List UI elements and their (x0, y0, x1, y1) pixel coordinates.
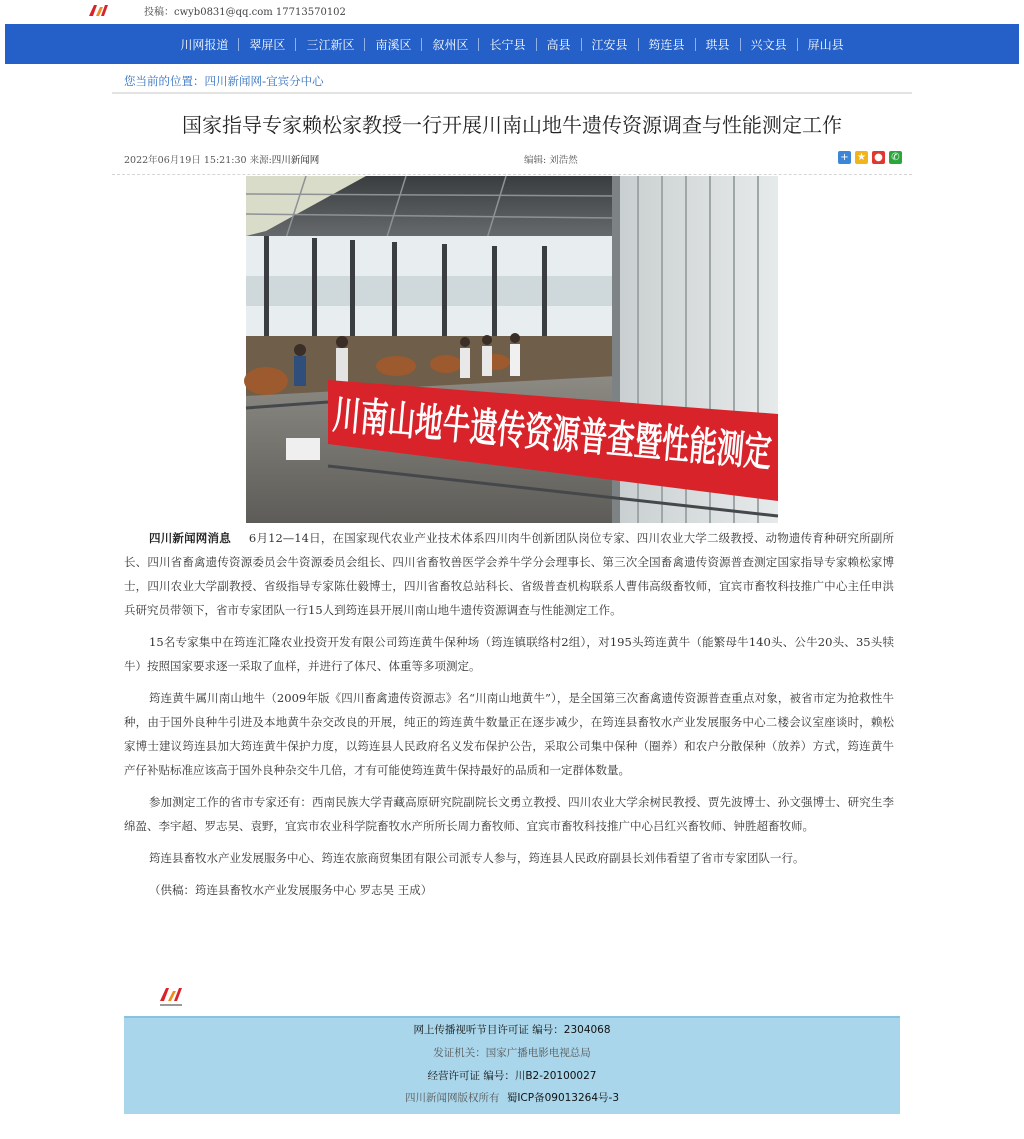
share-bar (838, 151, 906, 165)
av-license: 网上传播视听节目许可证 编号：2304068 (413, 1024, 611, 1036)
article-paragraph: 参加测定工作的省市专家还有：西南民族大学青藏高原研究院副院长文勇立教授、四川农业大学余树民教授、贾先波博士、孙文强博士、研究生李绵盈、李宇超、罗志昊、袁野，宜宾市农业科学院畜牧水产所所长周力畜牧师、宜宾市畜牧科技推广中心吕红兴畜牧师、钟胜超畜牧师。 (124, 795, 894, 833)
footer-logo-icon (158, 985, 184, 1009)
lead-source: 四川新闻网消息 (149, 531, 231, 545)
main-nav (5, 24, 1019, 64)
site-footer (124, 1016, 900, 1114)
source-link[interactable]: 四川新闻网 (271, 155, 320, 166)
business-license: 经营许可证 编号：川B2-20100027 (427, 1070, 597, 1082)
share-weibo-icon[interactable]: ● (872, 151, 885, 164)
breadcrumb-divider (112, 92, 912, 94)
nav-item[interactable]: 南溪区 (375, 38, 412, 52)
article-photo (246, 176, 973, 523)
nav-item[interactable]: 江安县 (591, 38, 628, 52)
article-body (124, 526, 894, 910)
paragraph-text: 6月12—14日，在国家现代农业产业技术体系四川肉牛创新团队岗位专家、四川农业大学二级教授、动物遗传育种研究所副所长、四川省畜禽遗传资源委员会牛资源委员会组长、四川省畜牧兽医学会养牛学分会理事长、第三次全国畜禽遗传资源普查测定国家指导专家赖松家博士，四川农业大学副教授、省级指导专家陈仕毅博士，四川省畜牧总站科长、省级普查机构联系人曹伟高级畜牧师，宜宾市畜牧科技推广中心主任申洪兵研究员带领下，省市专家团队一行15人到筠连县开展川南山地牛遗传资源调查与性能测定工作。 (124, 531, 895, 617)
nav-item[interactable]: 三江新区 (306, 38, 355, 52)
nav-item[interactable]: 叙州区 (432, 38, 469, 52)
top-bar (0, 0, 1024, 22)
icp-link[interactable]: 蜀ICP备09013264号-3 (506, 1092, 620, 1104)
nav-item[interactable]: 屏山县 (807, 38, 844, 52)
editor-name: 刘浩然 (549, 155, 578, 166)
site-logo-icon[interactable] (88, 3, 108, 17)
nav-item[interactable]: 长宁县 (489, 38, 526, 52)
nav-item[interactable]: 翠屏区 (249, 38, 286, 52)
share-wechat-icon[interactable]: ✆ (889, 151, 902, 164)
breadcrumb[interactable]: 您当前的位置：四川新闻网-宜宾分中心 (124, 74, 324, 88)
contact-text: 投稿：cwyb0831@qq.com 17713570102 (144, 7, 346, 18)
cattle-shed-photo (246, 176, 973, 523)
banner-text: 川南山地牛遗传资源普查暨性能测定 (331, 392, 973, 494)
copyright-text: 四川新闻网版权所有 (404, 1092, 500, 1104)
article-meta (124, 152, 319, 166)
article-paragraph: （供稿：筠连县畜牧水产业发展服务中心 罗志昊 王成） (149, 883, 433, 897)
article-paragraph: 15名专家集中在筠连汇隆农业投资开发有限公司筠连黄牛保种场（筠连镇联络村2组），对195头筠连黄牛（能繁母牛140头、公牛20头、35头犊牛）按照国家要求逐一采取了血样，并进行了体尺、体重等多项测定。 (124, 635, 894, 673)
share-plus-icon[interactable]: + (838, 151, 851, 164)
share-qzone-icon[interactable]: ★ (855, 151, 868, 164)
license-issuer: 发证机关：国家广播电影电视总局 (433, 1047, 591, 1059)
editor-label: 编辑: (524, 155, 547, 166)
nav-item[interactable]: 筠连县 (648, 38, 685, 52)
nav-item[interactable]: 兴文县 (750, 38, 787, 52)
article-paragraph: 筠连黄牛属川南山地牛（2009年版《四川畜禽遗传资源志》名“川南山地黄牛”），是全国第三次畜禽遗传资源普查重点对象，被省市定为抢救性牛种，由于国外良种牛引进及本地黄牛杂交改良的开展，纯正的筠连黄牛数量正在逐步减少，在筠连县畜牧水产业发展服务中心二楼会议室座谈时，赖松家博士建议筠连县加大筠连黄牛保护力度，以筠连县人民政府名义发布保护公告，采取公司集中保种（圈养）和农户分散保种（放养）方式，筠连黄牛产仔补贴标准应该高于国外良种杂交牛几倍，才有可能使筠连黄牛保持最好的品质和一定群体数量。 (124, 691, 894, 777)
publish-datetime: 2022年06月19日 15:21:30 (124, 155, 247, 166)
nav-item[interactable]: 川网报道 (180, 38, 229, 52)
editor-info (524, 152, 578, 166)
nav-item[interactable]: 高县 (546, 38, 571, 52)
copyright-line (124, 1090, 900, 1105)
meta-divider (112, 174, 912, 175)
source-label: 来源: (249, 155, 272, 166)
article-paragraph: 筠连县畜牧水产业发展服务中心、筠连农旅商贸集团有限公司派专人参与，筠连县人民政府副县长刘伟看望了省市专家团队一行。 (149, 851, 805, 865)
article-title: 国家指导专家赖松家教授一行开展川南山地牛遗传资源调查与性能测定工作 (182, 113, 842, 137)
nav-item[interactable]: 珙县 (705, 38, 730, 52)
article-paragraph (124, 526, 894, 622)
